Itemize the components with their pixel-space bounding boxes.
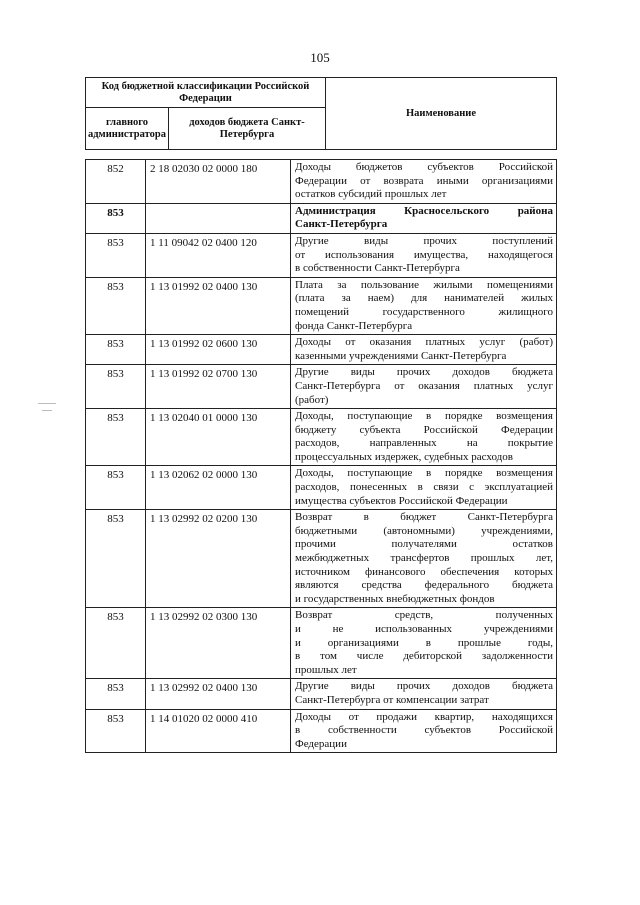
revenue-name-line: бюджету субъекта Российской Федерации [295, 423, 553, 436]
revenue-code-cell: 1 13 01992 02 0600 130 [146, 335, 291, 365]
revenue-name-line: в собственности Санкт-Петербурга [295, 262, 460, 275]
revenue-name-line: (плата за наем) для нанимателей жилых [295, 292, 553, 305]
revenue-name-line: (работ) [295, 393, 329, 406]
revenue-name-line: помещений государственного жилищного [295, 305, 553, 318]
revenue-name-line: и организациями в прошлые годы, [295, 636, 553, 649]
revenue-name-cell [291, 709, 557, 753]
revenue-name-line: Доходы, поступающие в порядке возмещения [295, 410, 553, 423]
table-row [86, 466, 557, 510]
page-number: 105 [310, 50, 330, 65]
revenue-code-cell: 1 13 01992 02 0400 130 [146, 277, 291, 334]
revenue-name-line: имущества субъектов Российской Федерации [295, 494, 508, 507]
revenue-name-cell [291, 277, 557, 334]
revenue-name-line: Доходы, поступающие в порядке возмещения [295, 467, 553, 480]
revenue-name-line: Санкт-Петербурга от компенсации затрат [295, 693, 489, 706]
admin-code-cell: 853 [86, 409, 146, 466]
revenue-name-line: прочими получателями остатков [295, 538, 553, 551]
revenue-name-line: остатков субсидий прошлых лет [295, 188, 447, 201]
revenue-name-line: расходов, понесенных в связи с эксплуатацией [295, 481, 553, 494]
revenue-name-line: прошлых лет [295, 663, 357, 676]
table-row [86, 365, 557, 409]
revenue-code-cell: 1 13 02062 02 0000 130 [146, 466, 291, 510]
revenue-name-line: Санкт-Петербурга от оказания платных услуг [295, 379, 553, 392]
table-row [86, 409, 557, 466]
revenue-code-cell: 1 14 01020 02 0000 410 [146, 709, 291, 753]
admin-code-cell: 853 [86, 709, 146, 753]
revenue-code-cell: 2 18 02030 02 0000 180 [146, 160, 291, 204]
revenue-name-line: и государственных внебюджетных фондов [295, 592, 495, 605]
revenue-name-cell [291, 466, 557, 510]
admin-code-cell: 853 [86, 335, 146, 365]
revenue-name-line: Доходы от продажи квартир, находящихся [295, 710, 553, 723]
revenue-name-line: Возврат средств, полученных [295, 609, 553, 622]
revenue-name-line: и не использованных учреждениями [295, 623, 553, 635]
revenue-name-line: Федерации от возврата иными организациями [295, 174, 553, 187]
admin-code-cell: 852 [86, 160, 146, 204]
revenue-code-cell: 1 13 01992 02 0700 130 [146, 365, 291, 409]
revenue-name-line: в собственности субъектов Российской [295, 724, 553, 737]
table-row [86, 335, 557, 365]
admin-code-cell: 853 [86, 510, 146, 608]
table-row [86, 277, 557, 334]
revenue-code-cell: 1 13 02992 02 0200 130 [146, 510, 291, 608]
revenue-name-cell [291, 679, 557, 709]
revenue-code-cell: 1 11 09042 02 0400 120 [146, 233, 291, 277]
table-row [86, 203, 557, 233]
name-column-header: Наименование [325, 78, 556, 150]
admin-column-header: главного администратора [86, 108, 169, 150]
revenue-code-cell: 1 13 02992 02 0400 130 [146, 679, 291, 709]
revenue-code-column-header: доходов бюджета Санкт-Петербурга [168, 108, 325, 150]
admin-code-cell: 853 [86, 466, 146, 510]
revenue-name-cell [291, 510, 557, 608]
revenue-name-line: процессуальных издержек, судебных расходов [295, 450, 513, 463]
revenue-name-cell [291, 203, 557, 233]
revenue-name-line: являются средства федерального бюджета [295, 579, 553, 592]
budget-classification-group-header: Код бюджетной классификации Российской Федерации [86, 78, 326, 108]
admin-code-cell: 853 [86, 233, 146, 277]
revenue-name-line: казенными учреждениями Санкт-Петербурга [295, 349, 507, 362]
revenue-name-line: межбюджетных трансфертов прошлых лет, [295, 552, 553, 565]
revenue-name-cell [291, 409, 557, 466]
revenue-name-line: от использования имущества, находящегося [295, 248, 553, 261]
revenue-name-line: Плата за пользование жилыми помещениями [295, 278, 553, 291]
revenue-name-line: Возврат в бюджет Санкт-Петербурга [295, 511, 553, 524]
revenue-name-line: бюджетными (автономными) учреждениями, [295, 524, 553, 537]
revenue-name-cell [291, 365, 557, 409]
revenue-name-line: в том числе дебиторской задолженности [295, 650, 553, 663]
table-header [85, 77, 557, 150]
admin-code-cell: 853 [86, 365, 146, 409]
table-row [86, 608, 557, 679]
admin-code-cell: 853 [86, 608, 146, 679]
revenue-code-cell [146, 203, 291, 233]
admin-code-cell: 853 [86, 679, 146, 709]
revenue-code-cell: 1 13 02040 01 0000 130 [146, 409, 291, 466]
revenue-name-line: Администрация Красносельского района [295, 204, 553, 217]
table-row [86, 510, 557, 608]
admin-code-cell: 853 [86, 203, 146, 233]
table-row [86, 679, 557, 709]
revenue-name-line: источником финансового обеспечения которых [295, 565, 553, 578]
revenue-name-line: Доходы от оказания платных услуг (работ) [295, 336, 553, 349]
revenue-name-cell [291, 160, 557, 204]
revenue-name-line: Доходы бюджетов субъектов Российской [295, 161, 553, 173]
revenue-table [85, 159, 557, 753]
revenue-name-cell [291, 335, 557, 365]
table-row [86, 709, 557, 753]
admin-code-cell: 853 [86, 277, 146, 334]
revenue-table-body [86, 160, 557, 753]
revenue-name-line: Другие виды прочих поступлений [295, 234, 553, 247]
margin-mark [42, 410, 52, 411]
table-row [86, 233, 557, 277]
revenue-name-line: Другие виды прочих доходов бюджета [295, 680, 553, 693]
revenue-code-cell: 1 13 02992 02 0300 130 [146, 608, 291, 679]
revenue-name-line: фонда Санкт-Петербурга [295, 319, 413, 332]
revenue-name-line: расходов, направленных на покрытие [295, 437, 553, 450]
revenue-name-line: Санкт-Петербурга [295, 218, 388, 231]
revenue-name-cell [291, 608, 557, 679]
margin-mark [38, 403, 56, 404]
revenue-name-line: Федерации [295, 737, 347, 750]
revenue-name-line: Другие виды прочих доходов бюджета [295, 366, 553, 379]
revenue-name-cell [291, 233, 557, 277]
table-row [86, 160, 557, 204]
